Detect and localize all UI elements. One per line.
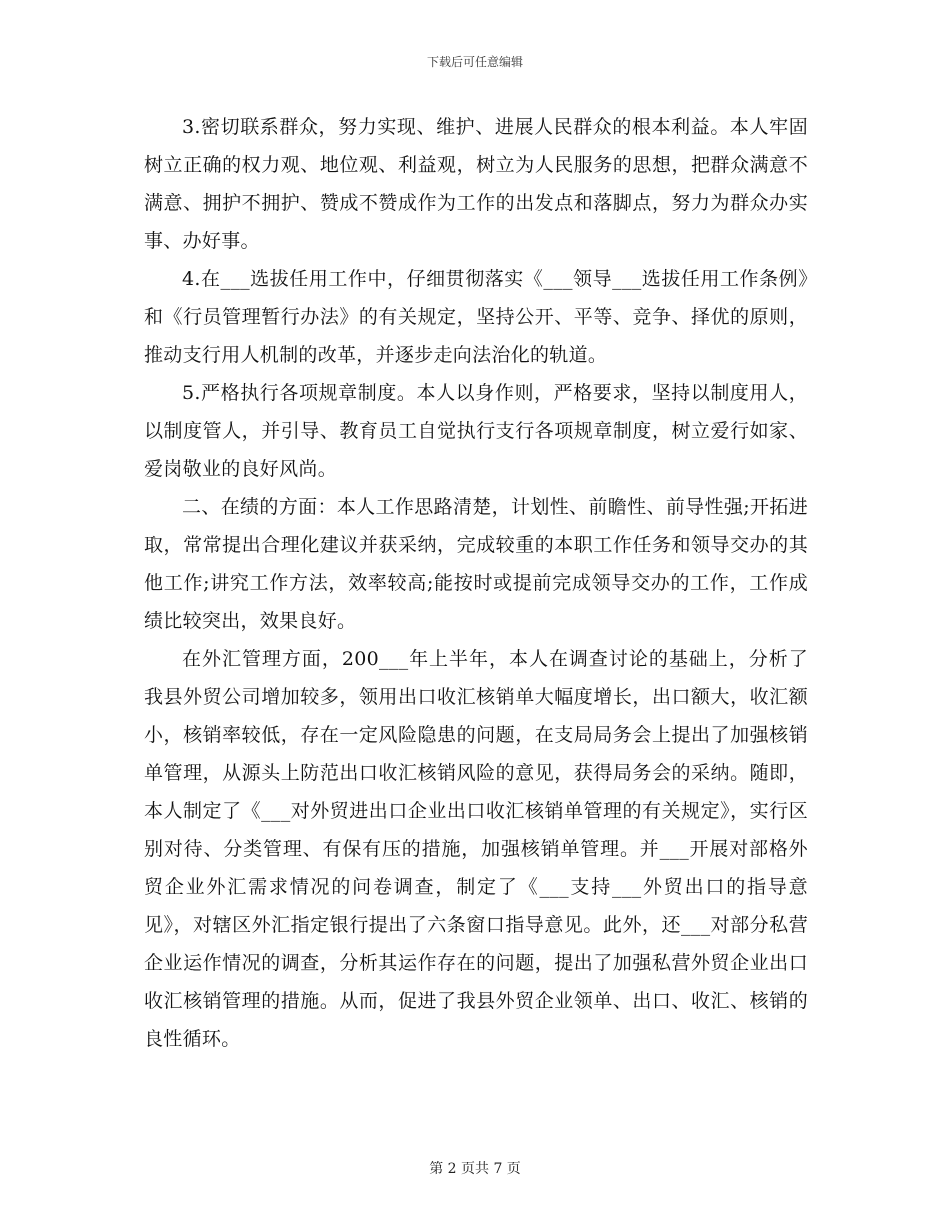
paragraph-item-5: 5.严格执行各项规章制度。本人以身作则，严格要求，坚持以制度用人，以制度管人，并引导、教育员工自觉执行支行各项规章制度，树立爱行如家、爱岗敬业的良好风尚。 [144, 382, 808, 480]
paragraph-performance: 二、在绩的方面：本人工作思路清楚，计划性、前瞻性、前导性强;开拓进取，常常提出合理化建议并获采纳，完成较重的本职工作任务和领导交办的其他工作;讲究工作方法，效率较高;能按时或提前完成领导交办的工作，工作成绩比较突出，效果良好。 [144, 496, 808, 632]
page-header-note: 下载后可任意编辑 [426, 55, 523, 69]
paragraph-forex-management: 在外汇管理方面，200___年上半年，本人在调查讨论的基础上，分析了我县外贸公司增加较多，领用出口收汇核销单大幅度增长，出口额大，收汇额小，核销率较低，存在一定风险隐患的问题，在支局局务会上提出了加强核销单管理，从源头上防范出口收汇核销风险的意见，获得局务会的采纳。随即，本人制定了《___对外贸进出口企业出口收汇核销单管理的有关规定》，实行区别对待、分类管理、有保有压的措施，加强核销单管理。并___开展对部格外贸企业外汇需求情况的问卷调查，制定了《___支持___外贸出口的指导意见》，对辖区外汇指定银行提出了六条窗口指导意见。此外，还___对部分私营企业运作情况的调查，分析其运作存在的问题，提出了加强私营外贸企业出口收汇核销管理的措施。从而，促进了我县外贸企业领单、出口、收汇、核销的良性循环。 [144, 648, 808, 1050]
document-body [144, 108, 808, 1058]
paragraph-item-4: 4.在___选拔任用工作中，仔细贯彻落实《___领导___选拔任用工作条例》和《行员管理暂行办法》的有关规定，坚持公开、平等、竞争、择优的原则，推动支行用人机制的改革，并逐步走向法治化的轨道。 [144, 268, 808, 366]
paragraph-item-3: 3.密切联系群众，努力实现、维护、进展人民群众的根本利益。本人牢固树立正确的权力观、地位观、利益观，树立为人民服务的思想，把群众满意不满意、拥护不拥护、赞成不赞成作为工作的出发点和落脚点，努力为群众办实事、办好事。 [144, 116, 808, 252]
page-number: 第 2 页共 7 页 [429, 1161, 521, 1177]
